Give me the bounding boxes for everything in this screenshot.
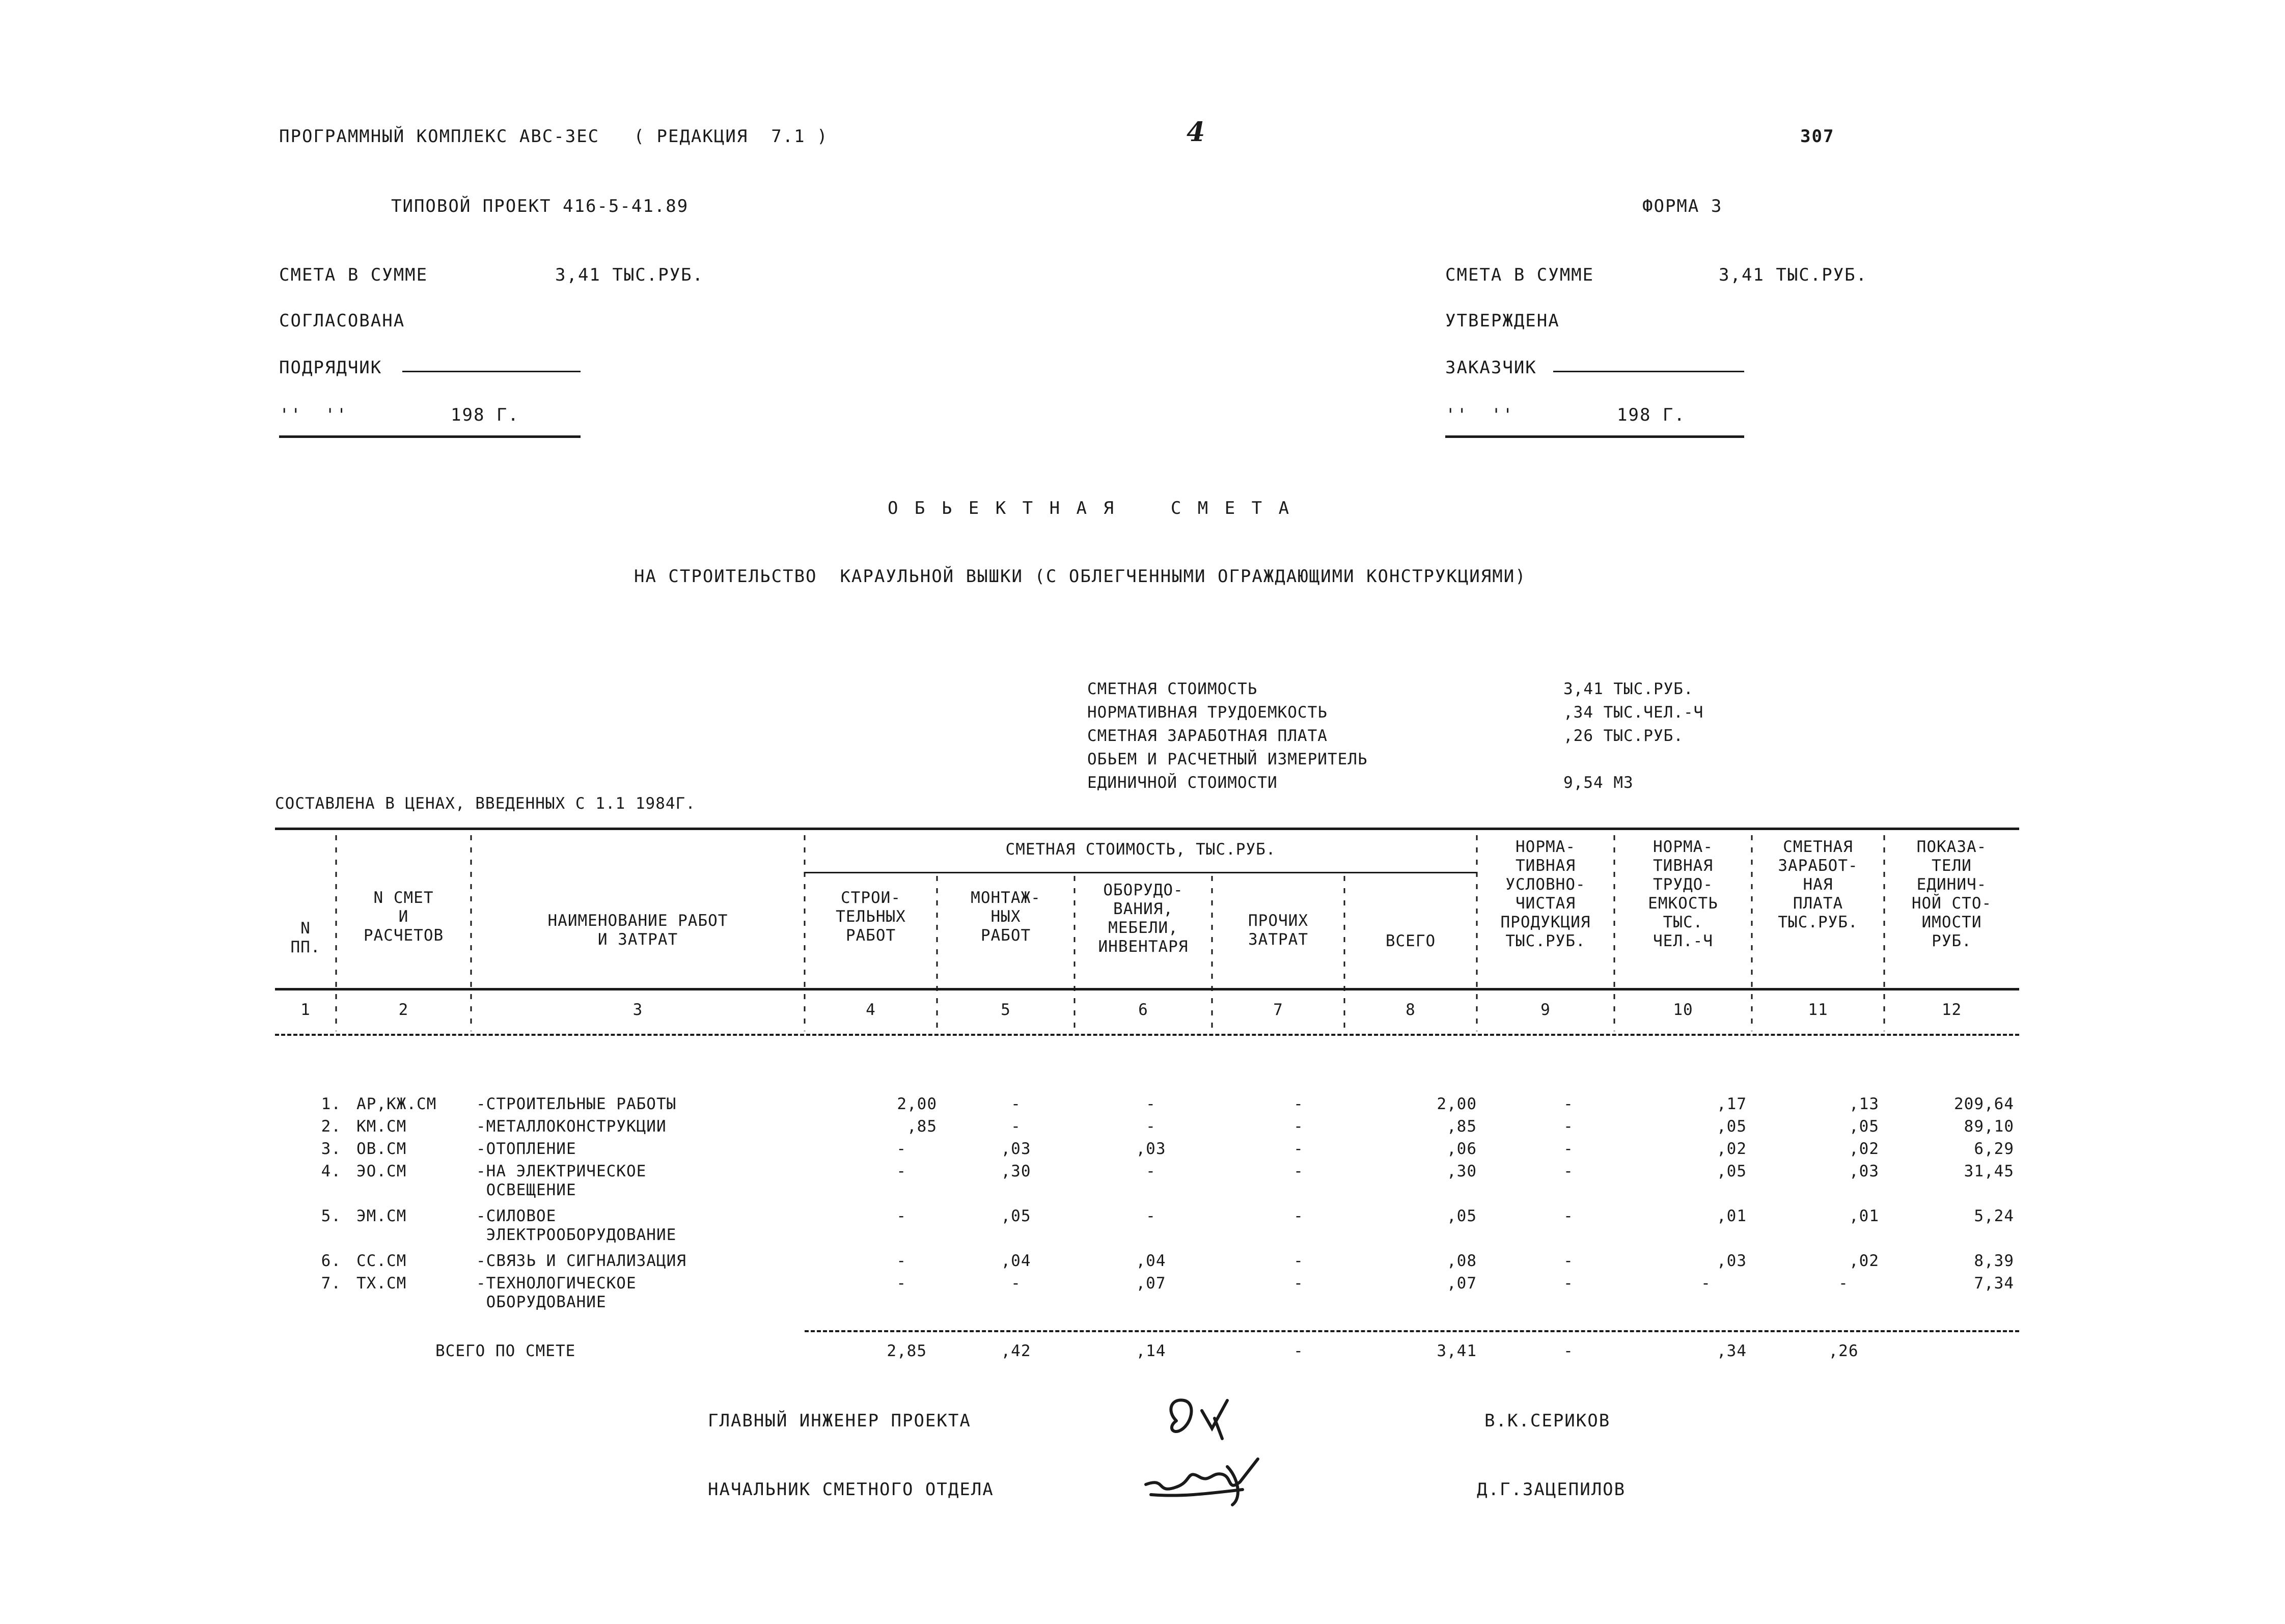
- cell-c12: 5,24: [1974, 1207, 2014, 1225]
- cell-c7: -: [1293, 1162, 1304, 1180]
- col-header: НАИМЕНОВАНИЕ РАБОТ И ЗАТРАТ: [547, 912, 728, 949]
- cell-c4: 2,00: [897, 1095, 937, 1113]
- left-status: СОГЛАСОВАНА: [279, 311, 405, 331]
- left-party: ПОДРЯДЧИК: [279, 357, 382, 378]
- row-code: ЭО.СМ: [356, 1162, 407, 1180]
- row-number: 2.: [321, 1117, 341, 1136]
- summary-label: ОБЬЕМ И РАСЧЕТНЫЙ ИЗМЕРИТЕЛЬ: [1087, 750, 1368, 768]
- col-header: НОРМА- ТИВНАЯ ТРУДО- ЕМКОСТЬ ТЫС. ЧЕЛ.-Ч: [1648, 838, 1718, 950]
- cell-c8: ,06: [1447, 1140, 1477, 1158]
- cell-c11: ,02: [1849, 1140, 1879, 1158]
- cell-c11: ,01: [1849, 1207, 1879, 1225]
- cell-c8: ,05: [1447, 1207, 1477, 1225]
- left-sum-label: СМЕТА В СУММЕ: [279, 265, 428, 285]
- col-number: 1: [300, 1001, 311, 1019]
- right-sum-value: 3,41 ТЫС.РУБ.: [1719, 265, 1868, 285]
- right-date-line: '' '' 198 Г.: [1445, 405, 1686, 425]
- cell-c6: ,03: [1136, 1140, 1166, 1158]
- cell-c12: 89,10: [1964, 1117, 2014, 1136]
- signature-name: Д.Г.ЗАЦЕПИЛОВ: [1477, 1479, 1626, 1500]
- col-header: НОРМА- ТИВНАЯ УСЛОВНО- ЧИСТАЯ ПРОДУКЦИЯ ТЫС.РУБ.: [1500, 838, 1591, 950]
- summary-value: ,34 ТЫС.ЧЕЛ.-Ч: [1563, 703, 1704, 722]
- row-number: 1.: [321, 1095, 341, 1113]
- cell-c7: -: [1293, 1274, 1304, 1292]
- total-c11: ,26: [1828, 1342, 1859, 1360]
- col-number: 2: [398, 1001, 409, 1019]
- col-header: ВСЕГО: [1385, 932, 1436, 950]
- col-header: СТРОИ- ТЕЛЬНЫХ РАБОТ: [836, 889, 906, 945]
- col-header: МОНТАЖ- НЫХ РАБОТ: [971, 889, 1041, 945]
- cell-c5: ,04: [1001, 1252, 1031, 1270]
- cell-c12: 31,45: [1964, 1162, 2014, 1180]
- row-number: 3.: [321, 1140, 341, 1158]
- col-number: 9: [1540, 1001, 1551, 1019]
- summary-label: СМЕТНАЯ СТОИМОСТЬ: [1087, 680, 1258, 698]
- total-c5: ,42: [1001, 1342, 1031, 1360]
- cell-c9: -: [1563, 1274, 1574, 1292]
- summary-label: ЕДИНИЧНОЙ СТОИМОСТИ: [1087, 774, 1278, 792]
- chief-engineer-signature: [1156, 1390, 1268, 1451]
- cell-c8: 2,00: [1437, 1095, 1477, 1113]
- cell-c7: -: [1293, 1095, 1304, 1113]
- row-name: -СВЯЗЬ И СИГНАЛИЗАЦИЯ: [476, 1252, 686, 1270]
- cell-c11: ,03: [1849, 1162, 1879, 1180]
- cell-c6: ,07: [1136, 1274, 1166, 1292]
- cell-c8: ,85: [1447, 1117, 1477, 1136]
- cell-c5: ,03: [1001, 1140, 1031, 1158]
- group-header: СМЕТНАЯ СТОИМОСТЬ, ТЫС.РУБ.: [1005, 840, 1276, 859]
- cell-c8: ,07: [1447, 1274, 1477, 1292]
- col-number: 6: [1138, 1001, 1148, 1019]
- row-number: 6.: [321, 1252, 341, 1270]
- signature-role: НАЧАЛЬНИК СМЕТНОГО ОТДЕЛА: [708, 1479, 994, 1500]
- summary-value: ,26 ТЫС.РУБ.: [1563, 727, 1684, 745]
- cell-c10: ,05: [1717, 1162, 1747, 1180]
- cell-c7: -: [1293, 1207, 1304, 1225]
- left-date-line: '' '' 198 Г.: [279, 405, 519, 425]
- cell-c4: -: [896, 1252, 906, 1270]
- row-code: КМ.СМ: [356, 1117, 407, 1136]
- document-subtitle: НА СТРОИТЕЛЬСТВО КАРАУЛЬНОЙ ВЫШКИ (С ОБЛЕГЧЕННЫМИ ОГРАЖДАЮЩИМИ КОНСТРУКЦИЯМИ): [634, 566, 1527, 587]
- cell-c6: -: [1146, 1207, 1156, 1225]
- cell-c4: -: [896, 1140, 906, 1158]
- row-name: -ТЕХНОЛОГИЧЕСКОЕ ОБОРУДОВАНИЕ: [476, 1274, 637, 1311]
- cell-c5: ,30: [1001, 1162, 1031, 1180]
- row-code: ЭМ.СМ: [356, 1207, 407, 1225]
- cell-c7: -: [1293, 1117, 1304, 1136]
- cell-c6: -: [1146, 1095, 1156, 1113]
- row-name: -ОТОПЛЕНИЕ: [476, 1140, 576, 1158]
- col-header: N ПП.: [290, 919, 321, 956]
- col-header: ПОКАЗА- ТЕЛИ ЕДИНИЧ- НОЙ СТО- ИМОСТИ РУБ.: [1911, 838, 1992, 950]
- cell-c10: ,03: [1717, 1252, 1747, 1270]
- cell-c12: 8,39: [1974, 1252, 2014, 1270]
- cell-c5: -: [1011, 1095, 1021, 1113]
- col-header: ПРОЧИХ ЗАТРАТ: [1248, 912, 1308, 949]
- total-c7: -: [1293, 1342, 1304, 1360]
- summary-label: НОРМАТИВНАЯ ТРУДОЕМКОСТЬ: [1087, 703, 1328, 722]
- signature-name: В.К.СЕРИКОВ: [1484, 1411, 1611, 1431]
- row-code: СС.СМ: [356, 1252, 407, 1270]
- cell-c6: ,04: [1136, 1252, 1166, 1270]
- cell-c9: -: [1563, 1162, 1574, 1180]
- cell-c10: ,02: [1717, 1140, 1747, 1158]
- cell-c11: ,02: [1849, 1252, 1879, 1270]
- cell-c4: -: [896, 1162, 906, 1180]
- cell-c12: 209,64: [1954, 1095, 2014, 1113]
- col-number: 10: [1673, 1001, 1693, 1019]
- cell-c9: -: [1563, 1095, 1574, 1113]
- cell-c10: ,05: [1717, 1117, 1747, 1136]
- col-number: 4: [866, 1001, 876, 1019]
- row-name: -СТРОИТЕЛЬНЫЕ РАБОТЫ: [476, 1095, 677, 1113]
- cell-c5: -: [1011, 1274, 1021, 1292]
- summary-value: 9,54 М3: [1563, 774, 1634, 792]
- program-header: ПРОГРАММНЫЙ КОМПЛЕКС АВС-3ЕС ( РЕДАКЦИЯ 7.1 ): [279, 126, 829, 147]
- cell-c9: -: [1563, 1252, 1574, 1270]
- col-header: N СМЕТ И РАСЧЕТОВ: [363, 889, 444, 945]
- cell-c10: -: [1701, 1274, 1711, 1292]
- row-code: ОВ.СМ: [356, 1140, 407, 1158]
- summary-label: СМЕТНАЯ ЗАРАБОТНАЯ ПЛАТА: [1087, 727, 1328, 745]
- cell-c12: 6,29: [1974, 1140, 2014, 1158]
- total-c10: ,34: [1717, 1342, 1747, 1360]
- row-name: -НА ЭЛЕКТРИЧЕСКОЕ ОСВЕЩЕНИЕ: [476, 1162, 647, 1199]
- col-number: 11: [1808, 1001, 1828, 1019]
- cell-c11: ,05: [1849, 1117, 1879, 1136]
- cell-c9: -: [1563, 1117, 1574, 1136]
- cell-c10: ,01: [1717, 1207, 1747, 1225]
- total-c9: -: [1563, 1342, 1574, 1360]
- cell-c11: -: [1838, 1274, 1849, 1292]
- total-c4: 2,85: [887, 1342, 927, 1360]
- cell-c6: -: [1146, 1162, 1156, 1180]
- cell-c9: -: [1563, 1207, 1574, 1225]
- left-sum-value: 3,41 ТЫС.РУБ.: [555, 265, 704, 285]
- cell-c6: -: [1146, 1117, 1156, 1136]
- right-status: УТВЕРЖДЕНА: [1445, 311, 1560, 331]
- col-number: 7: [1273, 1001, 1283, 1019]
- page-number: 307: [1800, 126, 1835, 147]
- cell-c9: -: [1563, 1140, 1574, 1158]
- total-c8: 3,41: [1437, 1342, 1477, 1360]
- cell-c10: ,17: [1717, 1095, 1747, 1113]
- col-number: 5: [1001, 1001, 1011, 1019]
- col-header: СМЕТНАЯ ЗАРАБОТ- НАЯ ПЛАТА ТЫС.РУБ.: [1778, 838, 1858, 931]
- cell-c5: -: [1011, 1117, 1021, 1136]
- project-title: ТИПОВОЙ ПРОЕКТ 416-5-41.89: [391, 196, 689, 216]
- handwritten-page-number: 4: [1187, 117, 1206, 148]
- cell-c4: ,85: [907, 1117, 937, 1136]
- right-sum-label: СМЕТА В СУММЕ: [1445, 265, 1594, 285]
- document-title: О Б Ь Е К Т Н А Я С М Е Т А: [887, 498, 1292, 518]
- col-number: 3: [632, 1001, 643, 1019]
- row-name: -СИЛОВОЕ ЭЛЕКТРООБОРУДОВАНИЕ: [476, 1207, 677, 1244]
- signature-role: ГЛАВНЫЙ ИНЖЕНЕР ПРОЕКТА: [708, 1411, 971, 1431]
- cell-c4: -: [896, 1207, 906, 1225]
- summary-value: 3,41 ТЫС.РУБ.: [1563, 680, 1694, 698]
- cell-c7: -: [1293, 1252, 1304, 1270]
- col-number: 8: [1406, 1001, 1416, 1019]
- prices-note: СОСТАВЛЕНА В ЦЕНАХ, ВВЕДЕННЫХ С 1.1 1984Г.: [275, 794, 696, 813]
- cell-c5: ,05: [1001, 1207, 1031, 1225]
- total-c6: ,14: [1136, 1342, 1166, 1360]
- cell-c8: ,08: [1447, 1252, 1477, 1270]
- cell-c7: -: [1293, 1140, 1304, 1158]
- col-number: 12: [1941, 1001, 1962, 1019]
- row-number: 5.: [321, 1207, 341, 1225]
- right-party: ЗАКАЗЧИК: [1445, 357, 1537, 378]
- estimate-head-signature: [1136, 1446, 1268, 1512]
- total-label: ВСЕГО ПО СМЕТЕ: [435, 1342, 576, 1360]
- cell-c4: -: [896, 1274, 906, 1292]
- form-label: ФОРМА 3: [1642, 196, 1723, 216]
- row-code: ТХ.СМ: [356, 1274, 407, 1292]
- cell-c11: ,13: [1849, 1095, 1879, 1113]
- row-number: 7.: [321, 1274, 341, 1292]
- row-name: -МЕТАЛЛОКОНСТРУКЦИИ: [476, 1117, 667, 1136]
- cell-c8: ,30: [1447, 1162, 1477, 1180]
- row-code: АР,КЖ.СМ: [356, 1095, 437, 1113]
- col-header: ОБОРУДО- ВАНИЯ, МЕБЕЛИ, ИНВЕНТАРЯ: [1098, 881, 1189, 956]
- row-number: 4.: [321, 1162, 341, 1180]
- cell-c12: 7,34: [1974, 1274, 2014, 1292]
